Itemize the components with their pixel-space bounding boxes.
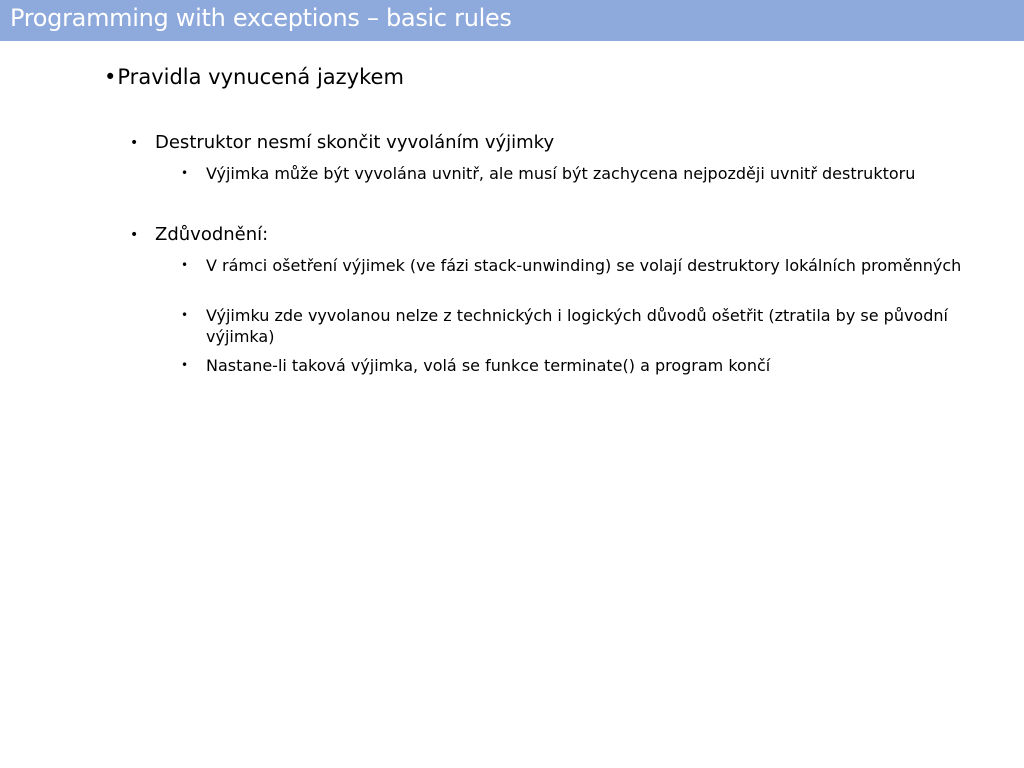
bullet: • xyxy=(181,358,189,372)
section-label: Zdůvodnění: xyxy=(155,224,269,245)
list-item-text: V rámci ošetření výjimek (ve fázi stack-unwinding) se volají destruktory lokálních proměnných xyxy=(206,256,962,275)
main-heading xyxy=(104,65,404,89)
list-item-text: Výjimka může být vyvolána uvnitř, ale musí být zachycena nejpozději uvnitř destruktoru xyxy=(206,164,916,183)
bullet: • xyxy=(181,258,189,272)
section-label: Destruktor nesmí skončit vyvoláním výjimky xyxy=(155,132,555,153)
slide-title: Programming with exceptions – basic rules xyxy=(10,4,512,32)
title-bar xyxy=(0,0,1024,41)
list-item-text: Výjimku zde vyvolanou nelze z technických i logických důvodů ošetřit (ztratila by se původní výjimka) xyxy=(206,306,948,346)
bullet: • xyxy=(130,135,139,151)
heading-bullet: • xyxy=(104,65,117,89)
heading-text: Pravidla vynucená jazykem xyxy=(117,65,404,89)
list-item-text: Nastane-li taková výjimka, volá se funkce terminate() a program končí xyxy=(206,356,771,375)
bullet: • xyxy=(130,227,139,243)
bullet: • xyxy=(181,308,189,322)
bullet: • xyxy=(181,166,189,180)
